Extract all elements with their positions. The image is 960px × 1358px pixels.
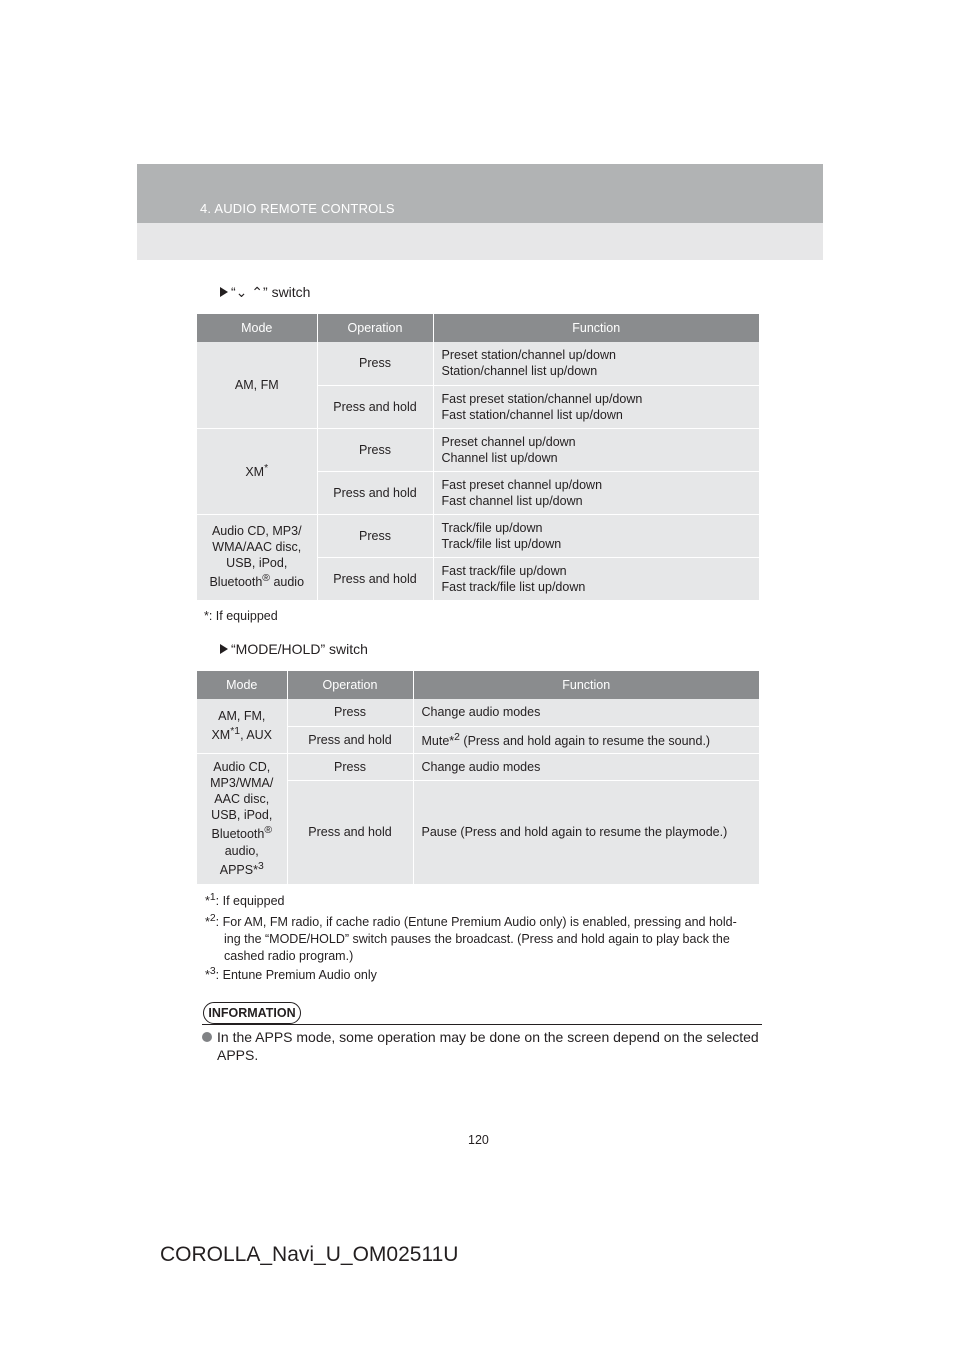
column-header-mode: Mode xyxy=(197,671,287,699)
table-row xyxy=(197,753,759,780)
operation-cell: Press and hold xyxy=(287,726,413,753)
table-row xyxy=(197,342,759,385)
operation-cell: Press and hold xyxy=(317,557,433,600)
switch2-footnote-2: *$^2$: For AM, FM radio, if cache radio (Entune Premium Audio only) is enabled, pressing and hold- ing the “MODE/HOLD” switch pauses the broadcast. (Press and hold again to play back the cashed radio program.) xyxy=(205,913,737,964)
column-header-operation: Operation xyxy=(287,671,413,699)
mode-cell: AM, FM xyxy=(197,342,317,428)
operation-cell: Press and hold xyxy=(317,385,433,428)
section-title: 4. AUDIO REMOTE CONTROLS xyxy=(200,201,395,216)
table-header-row xyxy=(197,314,759,342)
column-header-function: Function xyxy=(413,671,759,699)
function-cell: Change audio modes xyxy=(413,753,759,780)
switch1-table xyxy=(197,314,759,601)
function-cell: Mute*$^2$ (Press and hold again to resume the sound.) xyxy=(413,726,759,753)
information-divider xyxy=(202,1024,762,1025)
function-cell: Fast preset station/channel up/down Fast station/channel list up/down xyxy=(433,385,759,428)
column-header-function: Function xyxy=(433,314,759,342)
switch2-heading: “MODE/HOLD” switch xyxy=(220,641,368,657)
mode-cell: XM* xyxy=(197,428,317,514)
operation-cell: Press and hold xyxy=(287,780,413,884)
triangle-bullet-icon xyxy=(220,287,228,297)
operation-cell: Press xyxy=(287,753,413,780)
operation-cell: Press xyxy=(317,428,433,471)
operation-cell: Press and hold xyxy=(317,471,433,514)
table-header-row xyxy=(197,671,759,699)
function-cell: Pause (Press and hold again to resume the playmode.) xyxy=(413,780,759,884)
operation-cell: Press xyxy=(317,514,433,557)
mode-cell: AM, FM, XM$^{*1}$, AUX xyxy=(197,699,287,753)
function-cell: Track/file up/down Track/file list up/down xyxy=(433,514,759,557)
column-header-operation: Operation xyxy=(317,314,433,342)
information-text: In the APPS mode, some operation may be done on the screen depend on the selected APPS. xyxy=(202,1028,762,1064)
table-row xyxy=(197,428,759,471)
mode-cell: Audio CD, MP3/WMA/ AAC disc, USB, iPod, Bluetooth® audio, APPS*$^3$ xyxy=(197,753,287,884)
switch2-footnote-1: *$^1$: If equipped xyxy=(205,892,285,909)
footer-document-code: COROLLA_Navi_U_OM02511U xyxy=(160,1243,459,1266)
switch2-table xyxy=(197,671,759,885)
switch1-heading: “⌄ ⌃” switch xyxy=(220,284,310,301)
page-number: 120 xyxy=(468,1133,489,1147)
function-cell: Preset channel up/down Channel list up/down xyxy=(433,428,759,471)
operation-cell: Press xyxy=(317,342,433,385)
table-row xyxy=(197,699,759,726)
mode-cell: Audio CD, MP3/ WMA/AAC disc, USB, iPod, Bluetooth® audio xyxy=(197,514,317,600)
information-badge: INFORMATION xyxy=(203,1002,301,1024)
column-header-mode: Mode xyxy=(197,314,317,342)
switch2-footnote-3: *$^3$: Entune Premium Audio only xyxy=(205,966,377,983)
switch1-footnote: *: If equipped xyxy=(204,609,278,623)
table-row xyxy=(197,514,759,557)
bullet-icon xyxy=(202,1032,212,1042)
function-cell: Fast preset channel up/down Fast channel list up/down xyxy=(433,471,759,514)
operation-cell: Press xyxy=(287,699,413,726)
function-cell: Fast track/file up/down Fast track/file list up/down xyxy=(433,557,759,600)
function-cell: Change audio modes xyxy=(413,699,759,726)
triangle-bullet-icon xyxy=(220,644,228,654)
function-cell: Preset station/channel up/down Station/channel list up/down xyxy=(433,342,759,385)
